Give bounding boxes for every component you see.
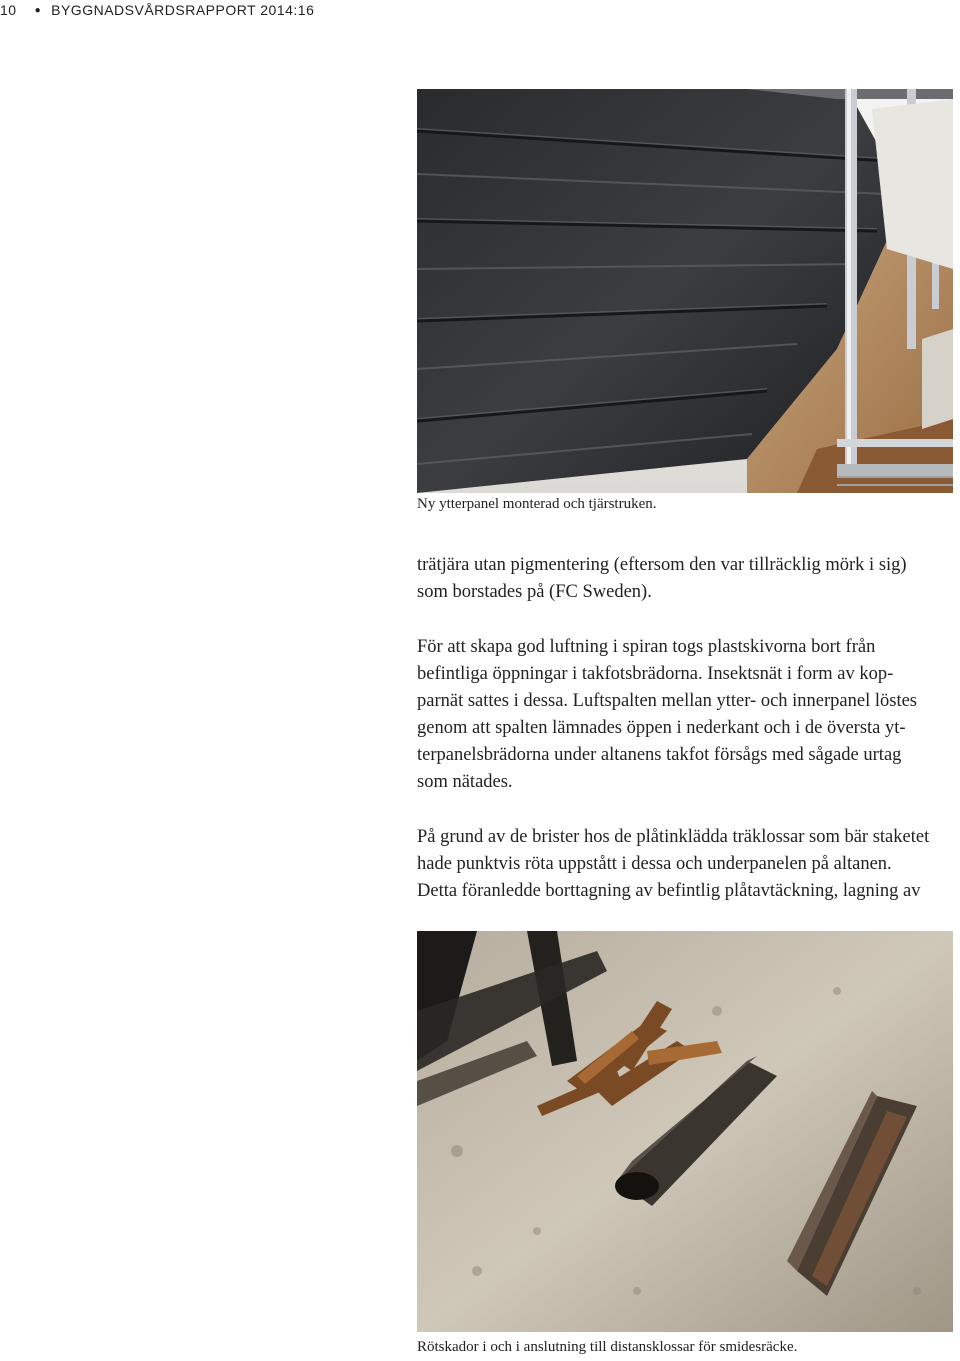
text-line: befintliga öppningar i takfotsbrädorna. Insektsnät i form av kop- (417, 664, 894, 684)
text-line: För att skapa god luftning i spiran togs plastskivorna bort från (417, 637, 876, 657)
text-line: På grund av de brister hos de plåtinklädda träklossar som bär staketet (417, 827, 930, 847)
text-line: som borstades på (FC Sweden). (417, 582, 652, 602)
running-title: BYGGNADSVÅRDSRAPPORT 2014:16 (51, 2, 315, 18)
text-line: parnät sattes i dessa. Luftspalten mellan ytter- och innerpanel löstes (417, 691, 917, 711)
page-header (0, 0, 314, 20)
text-line: Detta föranledde borttagning av befintlig plåtavtäckning, lagning av (417, 881, 921, 901)
page-number: 10 (0, 2, 17, 18)
tarred-wooden-panel-photo (417, 89, 953, 493)
text-line: trätjära utan pigmentering (eftersom den var tillräcklig mörk i sig) (417, 555, 907, 575)
body-text (417, 552, 955, 905)
figure1-caption: Ny ytterpanel monterad och tjärstruken. (417, 496, 657, 512)
rotten-spacer-blocks-photo (417, 931, 953, 1332)
text-line: terpanelsbrädorna under altanens takfot försågs med sågade urtag (417, 745, 902, 765)
bullet-separator: ● (34, 4, 42, 16)
text-line: genom att spalten lämnades öppen i nederkant och i de översta yt- (417, 718, 906, 738)
figure2-caption: Rötskador i och i anslutning till distansklossar för smidesräcke. (417, 1339, 798, 1355)
text-line: som nätades. (417, 772, 513, 792)
text-line: hade punktvis röta uppstått i dessa och underpanelen på altanen. (417, 854, 892, 874)
